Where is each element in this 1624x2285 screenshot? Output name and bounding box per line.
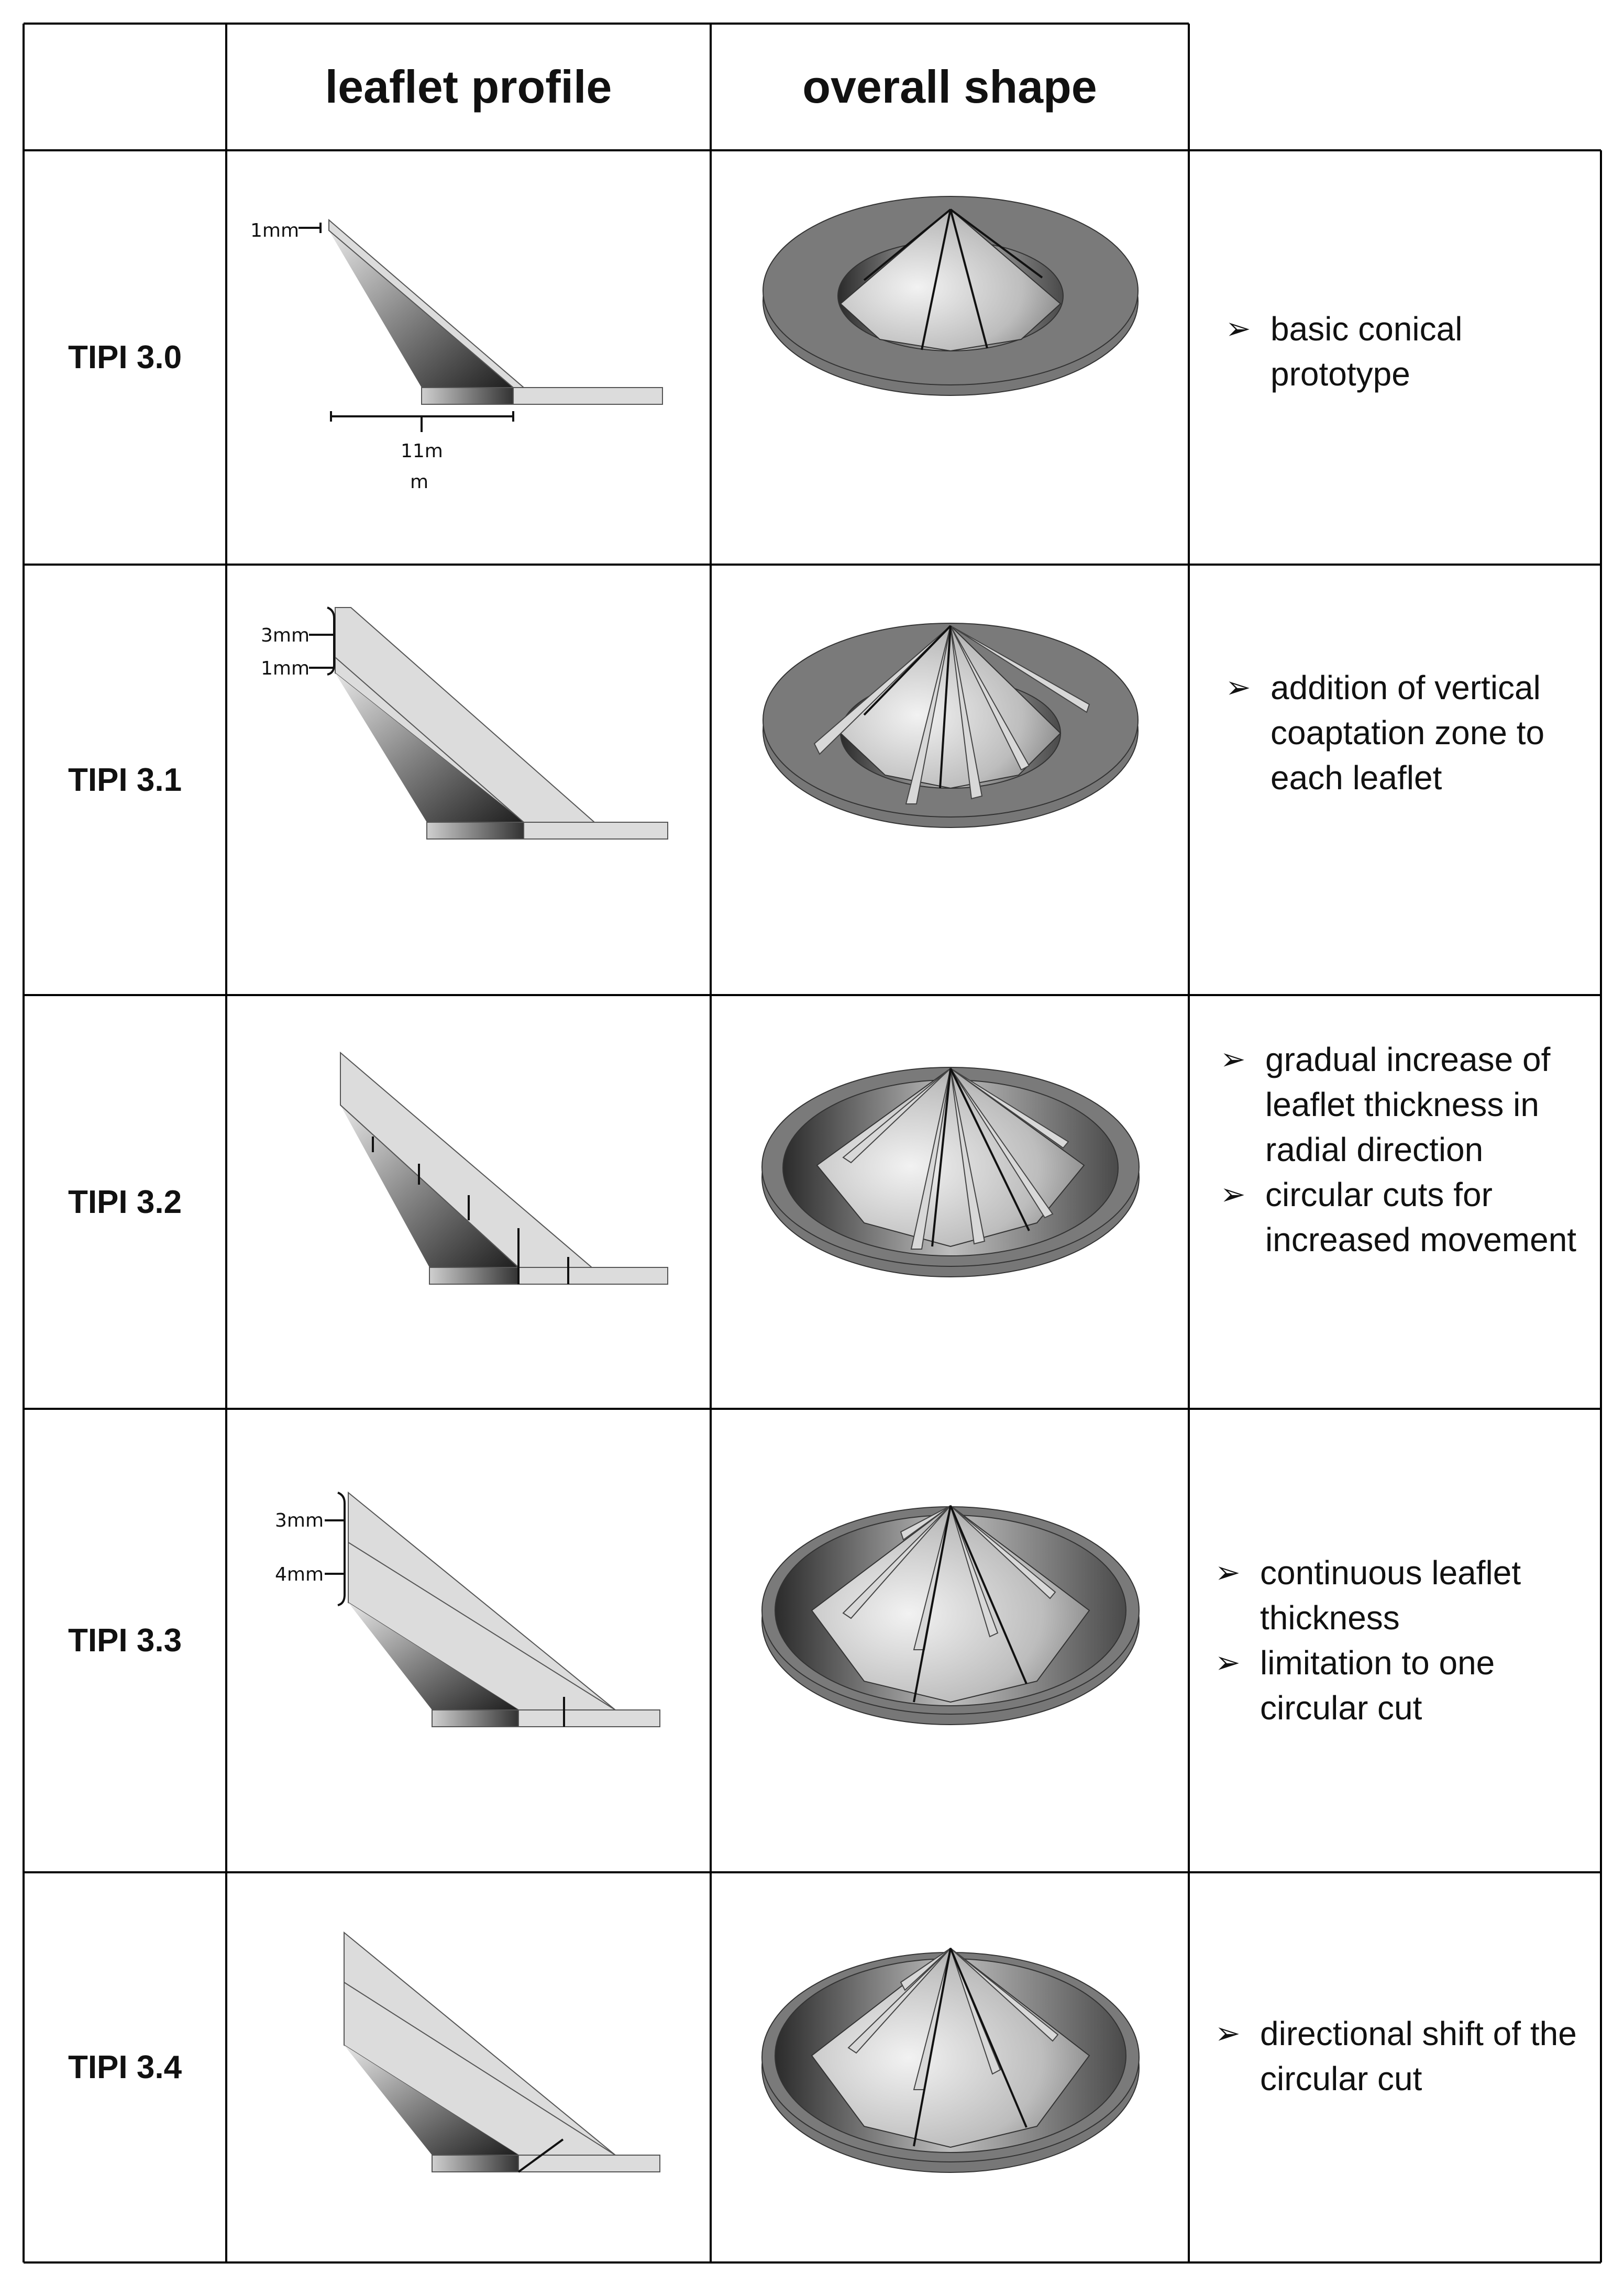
arrow-bullet-icon: ➢ <box>1215 1555 1241 1589</box>
row-label-tipi-3-2: TIPI 3.2 <box>68 1184 182 1220</box>
note-item: ➢ continuous leaflet thickness <box>1215 1550 1592 1640</box>
row-label-tipi-3-3: TIPI 3.3 <box>68 1622 182 1659</box>
note-item: ➢ basic conical prototype <box>1225 306 1592 396</box>
row-label-tipi-3-4: TIPI 3.4 <box>68 2049 182 2085</box>
dim-label: 1mm <box>250 220 300 241</box>
overall-shape-3-3 <box>762 1506 1139 1725</box>
arrow-bullet-icon: ➢ <box>1220 1177 1246 1211</box>
dim-label: 11m <box>401 440 443 462</box>
notes-tipi-3-3 <box>1215 1550 1592 1730</box>
header-overall-shape: overall shape <box>802 61 1097 113</box>
dim-label: 1mm <box>261 658 310 679</box>
dim-label: 4mm <box>275 1564 324 1585</box>
arrow-bullet-icon: ➢ <box>1215 2016 1241 2050</box>
header-leaflet-profile: leaflet profile <box>325 61 612 113</box>
arrow-bullet-icon: ➢ <box>1220 1042 1246 1076</box>
note-item: ➢ gradual increase of leaflet thickness in radial direction <box>1220 1037 1597 1172</box>
notes-tipi-3-4 <box>1215 2011 1592 2101</box>
dim-label: 3mm <box>261 625 310 646</box>
notes-tipi-3-2 <box>1220 1037 1597 1262</box>
arrow-bullet-icon: ➢ <box>1215 1646 1241 1680</box>
notes-tipi-3-1 <box>1225 665 1592 800</box>
overall-shape-3-2 <box>762 1067 1139 1277</box>
row-label-tipi-3-1: TIPI 3.1 <box>68 761 182 798</box>
notes-tipi-3-0 <box>1225 306 1592 396</box>
note-item: ➢ limitation to one circular cut <box>1215 1640 1592 1730</box>
overall-shape-3-1 <box>763 623 1138 827</box>
note-item: ➢ circular cuts for increased movement <box>1220 1172 1597 1262</box>
row-label-tipi-3-0: TIPI 3.0 <box>68 339 182 376</box>
note-item: ➢ addition of vertical coaptation zone to each leaflet <box>1225 665 1592 800</box>
note-item: ➢ directional shift of the circular cut <box>1215 2011 1592 2101</box>
overall-shape-3-4 <box>762 1948 1139 2172</box>
arrow-bullet-icon: ➢ <box>1225 312 1251 346</box>
dim-label: m <box>410 471 429 493</box>
arrow-bullet-icon: ➢ <box>1225 670 1251 704</box>
dim-label: 3mm <box>275 1510 324 1531</box>
overall-shape-3-0 <box>763 196 1138 395</box>
